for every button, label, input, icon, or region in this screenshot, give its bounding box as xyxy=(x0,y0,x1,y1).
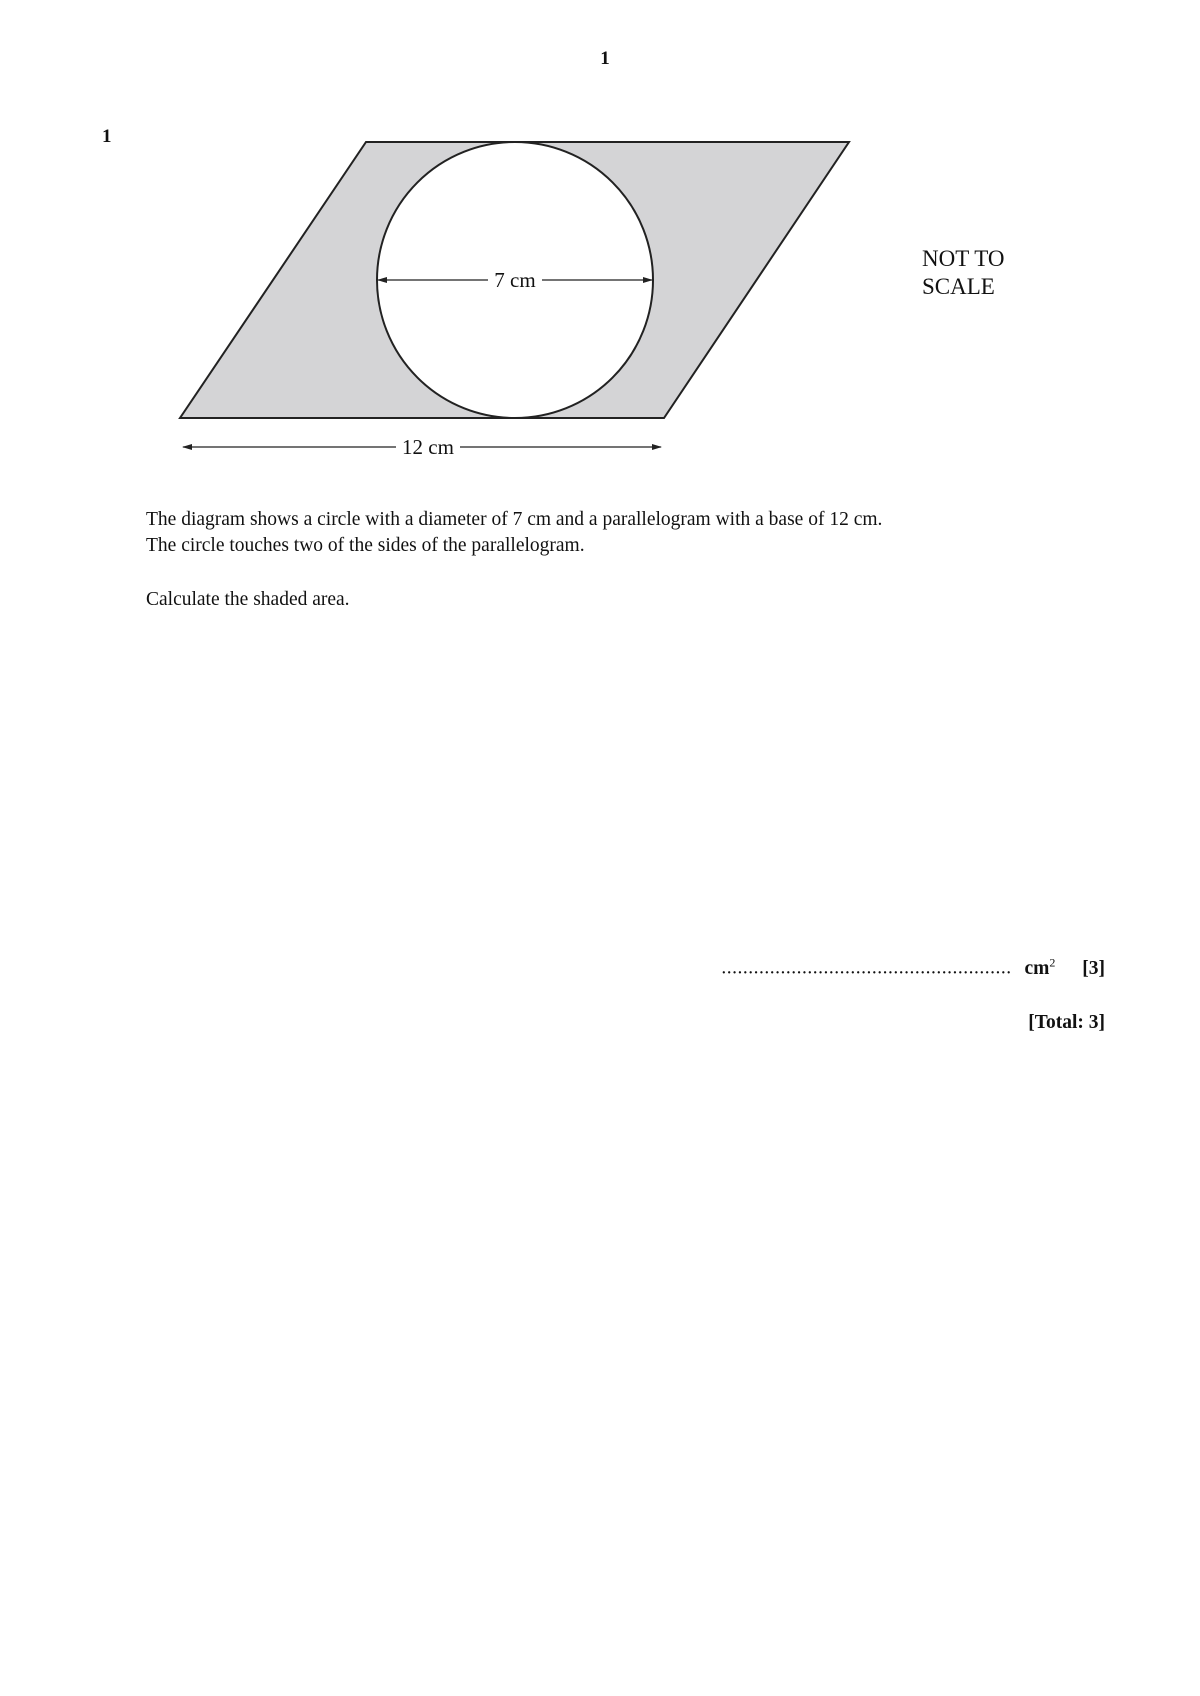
answer-space[interactable]: ...................................................... xyxy=(721,957,1012,979)
not-to-scale-note xyxy=(922,245,1004,301)
question-stem xyxy=(146,507,1106,559)
answer-unit-power: 2 xyxy=(1049,955,1056,969)
not-to-scale-line-2: SCALE xyxy=(922,274,995,299)
parallelogram-circle-diagram xyxy=(0,0,1200,470)
page-number: 1 xyxy=(600,48,610,69)
marks-label: [3] xyxy=(1082,957,1105,979)
base-label: 12 cm xyxy=(402,435,454,459)
stem-line-2: The circle touches two of the sides of the parallelogram. xyxy=(146,535,585,556)
total-marks: [Total: 3] xyxy=(1028,1012,1105,1033)
question-instruction: Calculate the shaded area. xyxy=(146,589,350,610)
answer-line xyxy=(721,955,1105,980)
question-number: 1 xyxy=(102,126,112,147)
answer-unit-text: cm xyxy=(1024,957,1050,979)
answer-unit xyxy=(1024,955,1056,979)
not-to-scale-line-1: NOT TO xyxy=(922,246,1005,271)
stem-line-1: The diagram shows a circle with a diameter of 7 cm and a parallelogram with a base of 12 cm. xyxy=(146,509,883,530)
diameter-label: 7 cm xyxy=(494,268,536,292)
